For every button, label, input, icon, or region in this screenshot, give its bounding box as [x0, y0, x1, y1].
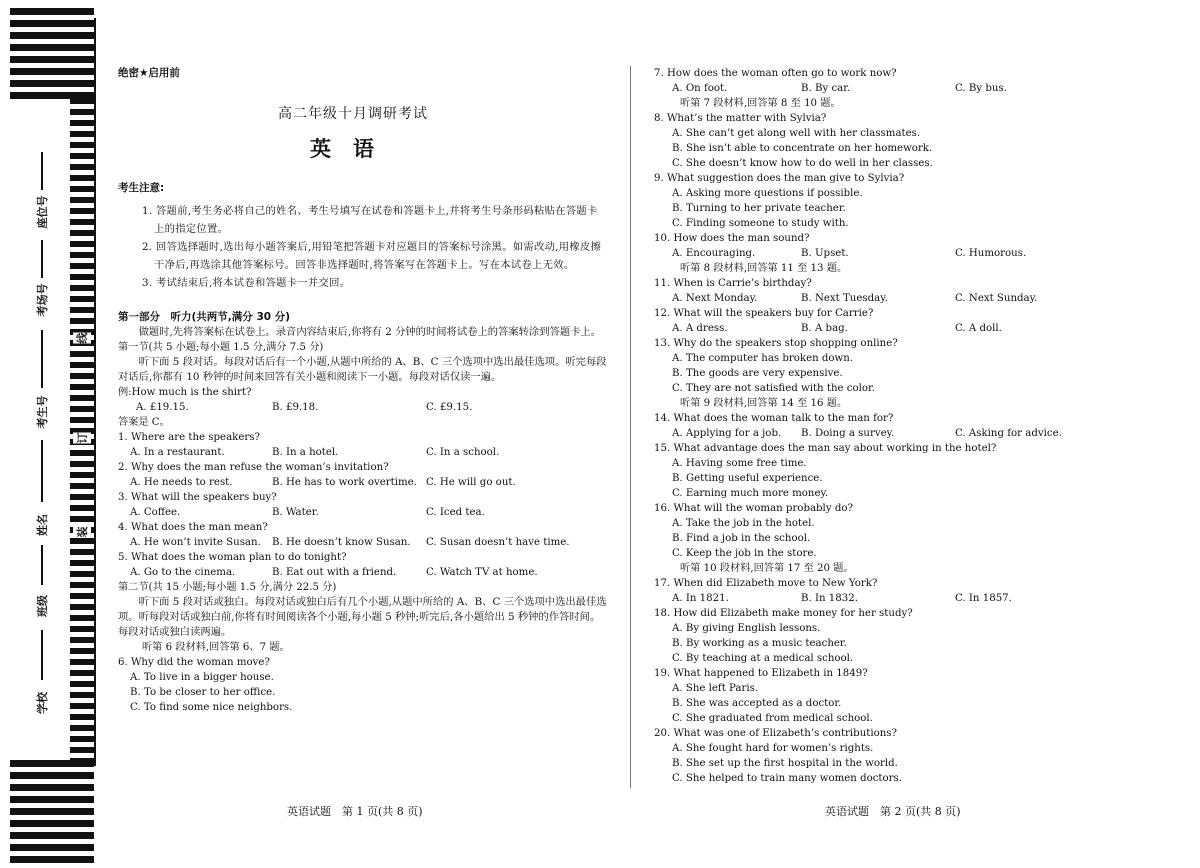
binding-bar — [70, 230, 96, 236]
option-c: C. In a school. — [426, 447, 500, 458]
page-right — [654, 66, 1124, 786]
option-a: A. Having some free time. — [672, 458, 807, 469]
option-c: C. To find some nice neighbors. — [130, 702, 293, 713]
question-block — [118, 550, 608, 580]
option-c: C. She graduated from medical school. — [672, 713, 873, 724]
binding-bar — [70, 307, 96, 313]
option-a: A. Applying for a job. — [672, 428, 782, 439]
binding-bar — [10, 772, 94, 779]
binding-bar — [10, 20, 94, 27]
question-block — [118, 520, 608, 550]
option-b: B. He doesn’t know Susan. — [272, 537, 411, 548]
binding-bar — [70, 450, 96, 456]
field-candidate-number: 考生号 — [36, 395, 49, 429]
material-6-heading: 听第 6 段材料,回答第 6、7 题。 — [142, 642, 290, 653]
question-text: 5. What does the woman plan to do tonight? — [118, 552, 347, 563]
binding-bar — [70, 758, 96, 764]
option-b: B. She set up the first hospital in the world. — [672, 758, 898, 769]
binding-mark-bind: 装 — [73, 527, 91, 538]
binding-bar — [70, 164, 96, 170]
question-block — [654, 231, 1124, 261]
binding-bar — [10, 8, 94, 15]
option-b: B. Turning to her private teacher. — [672, 203, 846, 214]
binding-bar — [70, 186, 96, 192]
footer-page-1: 英语试题 第 1 页(共 8 页) — [287, 805, 423, 818]
binding-bar — [70, 241, 96, 247]
binding-bar — [70, 582, 96, 588]
question-text: 14. What does the woman talk to the man for? — [654, 413, 894, 424]
option-a: A. A dress. — [672, 323, 728, 334]
notice-list — [118, 202, 608, 292]
material-heading-block — [654, 396, 1124, 411]
option-b: B. By car. — [801, 83, 851, 94]
option-b: B. Eat out with a friend. — [272, 567, 397, 578]
section2-intro: 听下面 5 段对话或独白。每段对话或独白后有几个小题,从题中所给的 A、B、C 三个选项中选出最佳选项。听每段对话或独白前,你将有时间阅读各个小题,每小题 5 秒钟;听完后,各小题给出 5 秒钟的作答时间。每段对话或独白读两遍。 — [118, 596, 607, 638]
question-block — [118, 460, 608, 490]
question-text: 17. When did Elizabeth move to New York? — [654, 578, 878, 589]
option-c: C. A doll. — [955, 323, 1002, 334]
field-school: 学校 — [36, 692, 49, 714]
binding-bar — [70, 395, 96, 401]
binding-bar — [10, 784, 94, 791]
option-c: C. £9.15. — [426, 402, 473, 413]
question-text: 12. What will the speakers buy for Carrie? — [654, 308, 874, 319]
option-b: B. £9.18. — [272, 402, 319, 413]
binding-bar — [70, 142, 96, 148]
binding-bar — [10, 68, 94, 75]
question-block — [118, 430, 608, 460]
option-c: C. In 1857. — [955, 593, 1012, 604]
binding-bar — [70, 175, 96, 181]
question-text: 2. Why does the man refuse the woman’s invitation? — [118, 462, 389, 473]
question-text: 10. How does the man sound? — [654, 233, 810, 244]
notice-item: 1. 答题前,考生务必将自己的姓名、考生号填写在试卷和答题卡上,并将考生号条形码粘贴在答题卡上的指定位置。 — [142, 205, 598, 235]
question-text: 3. What will the speakers buy? — [118, 492, 277, 503]
option-a: A. Asking more questions if possible. — [672, 188, 863, 199]
question-block — [118, 490, 608, 520]
question-text: 18. How did Elizabeth make money for her study? — [654, 608, 913, 619]
question-text: 9. What suggestion does the man give to Sylvia? — [654, 173, 905, 184]
binding-bar — [70, 384, 96, 390]
example-answer: 答案是 C。 — [118, 417, 170, 428]
section2-heading: 第二节(共 15 小题;每小题 1.5 分,满分 22.5 分) — [118, 582, 337, 593]
field-class: 班级 — [36, 595, 49, 617]
notice-item: 3. 考试结束后,将本试卷和答题卡一并交回。 — [142, 277, 351, 289]
option-a: A. In a restaurant. — [130, 447, 225, 458]
binding-bar — [70, 626, 96, 632]
barcode-top — [10, 8, 94, 104]
question-text: 13. Why do the speakers stop shopping online? — [654, 338, 898, 349]
binding-bar — [10, 796, 94, 803]
question-block — [654, 501, 1124, 561]
question-text: 8. What’s the matter with Sylvia? — [654, 113, 827, 124]
binding-bar — [10, 32, 94, 39]
binding-bar — [70, 219, 96, 225]
example-question: 例:How much is the shirt? — [118, 387, 252, 398]
binding-bar — [10, 56, 94, 63]
binding-bar — [10, 808, 94, 815]
question-block — [654, 441, 1124, 501]
binding-bar — [70, 296, 96, 302]
binding-bar — [70, 516, 96, 522]
binding-bar — [70, 373, 96, 379]
binding-mark-order: 订 — [73, 433, 91, 444]
option-a: A. Encouraging. — [672, 248, 756, 259]
example-options — [118, 400, 608, 415]
material-heading: 听第 10 段材料,回答第 17 至 20 题。 — [680, 563, 854, 574]
option-b: B. Upset. — [801, 248, 849, 259]
page-divider — [630, 66, 631, 788]
field-exam-room: 考场号 — [36, 283, 49, 317]
option-c: C. Susan doesn’t have time. — [426, 537, 570, 548]
option-c: C. She helped to train many women doctors. — [672, 773, 902, 784]
option-b: B. In a hotel. — [272, 447, 339, 458]
option-c: C. Keep the job in the store. — [672, 548, 817, 559]
option-b: B. He has to work overtime. — [272, 477, 417, 488]
option-b: B. Doing a survey. — [801, 428, 895, 439]
option-b: B. Find a job in the school. — [672, 533, 811, 544]
section1-heading: 第一节(共 5 小题;每小题 1.5 分,满分 7.5 分) — [118, 342, 324, 353]
field-candidate-number-line — [41, 330, 43, 388]
option-b: B. Next Tuesday. — [801, 293, 888, 304]
question-block — [654, 306, 1124, 336]
option-b: B. By working as a music teacher. — [672, 638, 847, 649]
material-heading-block — [654, 561, 1124, 576]
field-school-line — [41, 630, 43, 680]
binding-bar — [70, 285, 96, 291]
option-b: B. To be closer to her office. — [130, 687, 276, 698]
question-block — [654, 276, 1124, 306]
binding-bar — [70, 604, 96, 610]
field-seat-number: 座位号 — [36, 195, 49, 229]
secret-label: 绝密★启用前 — [118, 67, 180, 79]
question-block — [654, 576, 1124, 606]
material-heading-block — [654, 96, 1124, 111]
question-block — [654, 411, 1124, 441]
question-text: 11. When is Carrie’s birthday? — [654, 278, 812, 289]
binding-bar — [10, 844, 94, 851]
binding-bar — [70, 472, 96, 478]
option-b: B. She isn’t able to concentrate on her homework. — [672, 143, 933, 154]
option-c: C. Watch TV at home. — [426, 567, 538, 578]
question-block — [654, 606, 1124, 666]
binding-bar — [10, 856, 94, 863]
option-c: C. By teaching at a medical school. — [672, 653, 854, 664]
barcode-bottom — [10, 760, 94, 868]
option-a: A. To live in a bigger house. — [130, 672, 274, 683]
binding-bar — [70, 681, 96, 687]
option-b: B. Water. — [272, 507, 319, 518]
section1-questions — [118, 430, 608, 580]
option-a: A. The computer has broken down. — [672, 353, 854, 364]
option-b: B. Getting useful experience. — [672, 473, 823, 484]
binding-bar — [10, 820, 94, 827]
option-c: C. He will go out. — [426, 477, 516, 488]
option-c: C. Earning much more money. — [672, 488, 829, 499]
option-a: A. He won’t invite Susan. — [130, 537, 261, 548]
binding-bar — [70, 98, 96, 104]
question-block — [654, 666, 1124, 726]
question-block — [654, 171, 1124, 231]
binding-bar — [70, 659, 96, 665]
question-block — [654, 111, 1124, 171]
binding-bar — [70, 670, 96, 676]
option-c: C. Finding someone to study with. — [672, 218, 849, 229]
binding-bar — [70, 571, 96, 577]
binding-bar — [70, 109, 96, 115]
material-heading: 听第 8 段材料,回答第 11 至 13 题。 — [680, 263, 848, 274]
footer-page-2: 英语试题 第 2 页(共 8 页) — [825, 805, 961, 818]
binding-bar — [10, 80, 94, 87]
option-c: C. By bus. — [955, 83, 1007, 94]
option-a: A. By giving English lessons. — [672, 623, 821, 634]
part1-heading: 第一部分 听力(共两节,满分 30 分) — [118, 311, 291, 323]
binding-bar — [70, 637, 96, 643]
option-c: C. They are not satisfied with the color. — [672, 383, 876, 394]
binding-bar — [70, 197, 96, 203]
notice-heading: 考生注意: — [118, 182, 165, 194]
option-a: A. Take the job in the hotel. — [672, 518, 815, 529]
binding-bar — [70, 406, 96, 412]
question-text: 1. Where are the speakers? — [118, 432, 260, 443]
option-a: A. Next Monday. — [672, 293, 758, 304]
binding-bar — [70, 131, 96, 137]
option-c: C. Next Sunday. — [955, 293, 1038, 304]
binding-bar — [70, 318, 96, 324]
field-exam-room-line — [41, 240, 43, 278]
question-text: 15. What advantage does the man say about working in the hotel? — [654, 443, 997, 454]
question-text: 7. How does the woman often go to work now? — [654, 68, 897, 79]
option-a: A. In 1821. — [672, 593, 729, 604]
section1-intro: 听下面 5 段对话。每段对话后有一个小题,从题中所给的 A、B、C 三个选项中选出最佳选项。听完每段对话后,你都有 10 秒钟的时间来回答有关小题和阅读下一小题。每段对话仅读一遍。 — [118, 356, 607, 383]
option-a: A. On foot. — [672, 83, 728, 94]
binding-bar — [70, 274, 96, 280]
binding-cut-line — [94, 18, 96, 766]
binding-bar — [70, 494, 96, 500]
option-a: A. Go to the cinema. — [130, 567, 236, 578]
binding-bar — [70, 505, 96, 511]
binding-bar — [70, 593, 96, 599]
option-c: C. Asking for advice. — [955, 428, 1062, 439]
question-text: 4. What does the man mean? — [118, 522, 268, 533]
option-a: A. She fought hard for women’s rights. — [672, 743, 874, 754]
option-b: B. A bag. — [801, 323, 848, 334]
binding-bar — [70, 615, 96, 621]
binding-bar — [70, 714, 96, 720]
binding-bar — [70, 483, 96, 489]
binding-bar — [70, 208, 96, 214]
question-block — [654, 726, 1124, 786]
field-name: 姓名 — [36, 514, 49, 536]
option-a: A. He needs to rest. — [130, 477, 233, 488]
field-class-line — [41, 545, 43, 585]
exam-title: 高二年级十月调研考试 — [278, 106, 428, 122]
page-left — [118, 60, 608, 715]
binding-bar — [70, 736, 96, 742]
binding-mark-line: 线 — [73, 333, 91, 344]
subject-title: 英语 — [310, 137, 396, 161]
option-c: C. Humorous. — [955, 248, 1027, 259]
binding-bar — [70, 703, 96, 709]
option-c: C. Iced tea. — [426, 507, 485, 518]
option-a: A. Coffee. — [130, 507, 181, 518]
notice-item: 2. 回答选择题时,选出每小题答案后,用铅笔把答题卡对应题目的答案标号涂黑。如需改动,用橡皮擦干净后,再选涂其他答案标号。回答非选择题时,将答案写在答题卡上。写在本试卷上无效。 — [142, 241, 602, 271]
binding-bar — [70, 351, 96, 357]
question-block — [654, 66, 1124, 96]
binding-bar — [70, 417, 96, 423]
binding-bar — [70, 692, 96, 698]
option-c: C. She doesn’t know how to do well in her classes. — [672, 158, 933, 169]
binding-bar — [70, 461, 96, 467]
binding-bar — [70, 560, 96, 566]
field-name-line — [41, 440, 43, 502]
binding-bar — [70, 252, 96, 258]
material-heading: 听第 7 段材料,回答第 8 至 10 题。 — [680, 98, 841, 109]
question-text: 6. Why did the woman move? — [118, 657, 270, 668]
binding-bar — [70, 549, 96, 555]
binding-bar — [70, 153, 96, 159]
question-text: 19. What happened to Elizabeth in 1849? — [654, 668, 868, 679]
binding-bar — [70, 747, 96, 753]
question-text: 20. What was one of Elizabeth’s contributions? — [654, 728, 897, 739]
binding-bar — [70, 120, 96, 126]
part1-intro: 做题时,先将答案标在试卷上。录音内容结束后,你将有 2 分钟的时间将试卷上的答案转涂到答题卡上。 — [138, 326, 602, 338]
option-b: B. The goods are very expensive. — [672, 368, 843, 379]
option-a: A. She can’t get along well with her classmates. — [672, 128, 921, 139]
option-b: B. In 1832. — [801, 593, 858, 604]
material-heading: 听第 9 段材料,回答第 14 至 16 题。 — [680, 398, 848, 409]
option-b: B. She was accepted as a doctor. — [672, 698, 842, 709]
option-a: A. She left Paris. — [672, 683, 759, 694]
binding-bar — [70, 538, 96, 544]
binding-bar — [70, 362, 96, 368]
binding-bar — [10, 44, 94, 51]
question-block — [654, 336, 1124, 396]
material-heading-block — [654, 261, 1124, 276]
binding-bar — [70, 648, 96, 654]
binding-bar — [70, 725, 96, 731]
binding-bar — [70, 263, 96, 269]
question-text: 16. What will the woman probably do? — [654, 503, 853, 514]
option-a: A. £19.15. — [136, 402, 189, 413]
field-seat-number-line — [41, 152, 43, 190]
binding-bar — [10, 832, 94, 839]
